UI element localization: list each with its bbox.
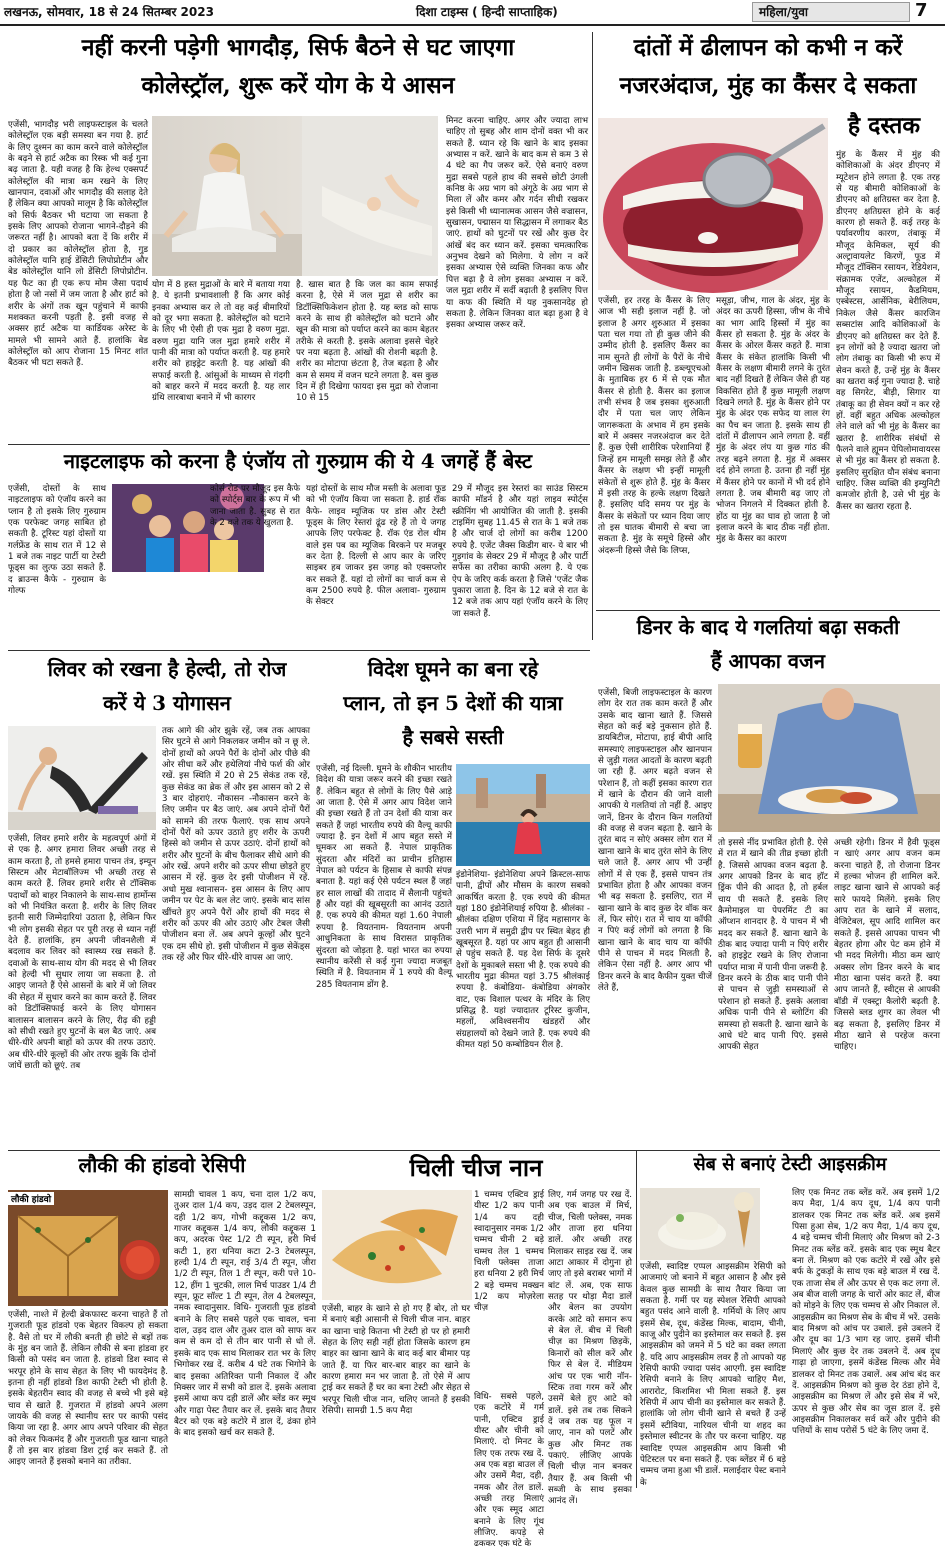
handvo-photo [8, 1190, 168, 1306]
page-number: 7 [915, 0, 928, 21]
meditation-illustration [152, 116, 438, 276]
nightlife-col1: एजेंसी, दोस्तों के साथ नाइटलाइफ को एंजॉय करने का प्लान है तो इसके लिए गुरुग्राम एक परफेक्ट जगह साबित हो सकती है. टूरिस्ट यहां दोस्तों या गर्लफ्रेंड के साथ रात में 12 से 1 बजे तक नाइट पार्टी या टेस्टी फूड्स का लुत्फ उठा सकते हैं. द ब्राउन्स कैफे - गुरुग्राम के गोल्फ [8, 484, 106, 597]
cholesterol-headline-2: कोलेस्ट्रॉल, शुरू करें योग के ये आसन [141, 72, 455, 99]
man-eating-photo [718, 684, 940, 832]
cholesterol-col4: मिनट करना चाहिए. अगर और ज्यादा लाभ चाहिए तो सुबह और शाम दोनों वक्त भी कर सकते हैं. ध्यान रहे कि खाने के बाद इसका अभ्यास न करें. खाने के बाद कम से कम 3 से 4 घंटे का गैप जरूर करें. ऐसे बनाएं वरुण मुद्रा सबसे पहले हाथ की सबसे छोटी उंगली कनिष्ठ के अग्र भाग को अंगूठे के अग्र भाग से मिला लें और कमर और गर्दन सीधी रखकर इसे किसी भी ध्यानात्मक आसन जैसे वज्रासन, सुखासन, पद्मासन या सिद्धासन में लगाकर बैठ जाएं. हाथों को घुटनों पर रखें और कुछ देर आंखें बंद कर ध्यान करें. इसका चमत्कारिक अनुभव देखने को मिलेगा. ये लोग न करें इसका अभ्यास ऐसे व्यक्ति जिनका कफ और पित्त बढ़ा है वे लोग इसका अभ्यास न करें. जल मुद्रा शरीर में सर्दी बढ़ाती है इसलिए पित्त या कफ की स्थिति में यह नुकसानदेह हो सकता है. लेकिन जिनका वात बढ़ा हुआ है वे इसका अभ्यास जरूर करें. [446, 116, 588, 331]
naan-ingredients: 1 चम्मच एक्टिव ड्राई यीस्ट 1/2 कप पानी 1/4 कप दही स्वादानुसार नमक 1/2 चम्मच चीनी 2 बड़े चम्मच तेल 1 चम्मच चिली फ्लेक्स ताजा हरा धनिया 2 हरी मिर्च 2 बड़े चम्मच मक्खन 1/2 कप मोज़रेला चीज़ [474, 1190, 544, 1314]
yoga-meditation-photo [152, 116, 438, 276]
naan-photo [322, 1190, 472, 1300]
venice-canal-photo [456, 764, 590, 866]
stretch-illustration [8, 726, 156, 830]
section-divider [596, 610, 940, 611]
lauki-col1: एजेंसी, नाश्ते में हेल्दी ब्रेकफास्ट करना चाहते हैं तो गुजराती फूड हांडवो एक बेहतर विकल्प हो सकता है. वैसे तो घर में लौकी बनती ही छोटे से बड़ों तक के मुंह बन जाते हैं. लेकिन लौकी से बना हांडवा हर किसी को पसंद बन जाता है. हांडवो डिश स्वाद से भरपूर होने के साथ सेहत के लिए भी फायदेमंद है. इतना ही नहीं हांडवो डिश काफी टेस्टी भी होती है. इसके बेहतरीन स्वाद की वजह से बच्चे भी इसे बड़े चाव से खाते हैं. गुजरात में हांडवो अपने अलग जायके की वजह से स्थानीय स्तर पर काफी पसंद किया जा रहा है. अगर आप अपने परिवार की सेहत को लेकर फिकमंद हैं और गुजराती फूड खाना चाहते हैं तो इस बार हांडवा डिश ट्राई कर सकते हैं. तो आइए जानते हैं इसको बनाने का तरीका. [8, 1310, 168, 1468]
liver-col1: एजेंसी, लिवर हमारे शरीर के महत्वपूर्ण अंगों में से एक है. अगर हमारा लिवर अच्छी तरह से काम करता है, तो हमसे हमारा पाचन तंत्र, इम्यून सिस्टम और मेटाबॉलिज्म भी अच्छी तरह से काम करते हैं. लिवर हमारे शरीर से टॉक्सिक पदार्थों को बाहर निकालने के साथ-साथ हार्मोन्स को भी नियंत्रित करता है. शरीर के लिए लिवर इतनी सारी जिम्मेदारियां उठाता है, लेकिन फिर भी लोग इसकी सेहत पर पूरी तरह से ध्यान नहीं देते हैं. हालांकि, हम अपनी जीवनशैली में बदलाव कर लिवर को स्वास्थ्य रख सकते हैं. दवाओं के साथ-साथ योग की मदद से भी लिवर को हेल्दी भी सुधार लाया जा सकता है. तो आइए जानते हैं ऐसे आसनों के बारे में जो लिवर की सेहत में सुधार करने का काम करते हैं. लिवर को डिटॉक्सिफाई करने के लिए योगासन बालासन बालासन करने के लिए, रीढ़ की हड्डी को सीधी रखते हुए घुटनों के बल बैठ जाएं. अब धीरे-धीरे अपनी बाहों को ऊपर की तरफ उठाएं. अब धीरे-धीरे कूल्हों की ओर तरफ झुकें कि दोनों जांघें छाती को छूएं. तब [8, 834, 156, 1071]
oral-cancer-right-col: मुंह के कैंसर में मुंह की कोशिकाओं के अंदर डीएनए में म्यूटेशन होने लगता है. एक तरह से यह बीमारी कोशिकाओं के डीएनए को क्षतिग्रस्त कर देता है. डीएनए क्षतिग्रस्त होने के कई कारण हो सकते हैं. कई तरह के पर्यावरणीय कारण, तंबाकू में मौजूद केमिकल, सूर्य की अल्ट्रावायलेट किरणें, फूड में मौजूद टॉक्सिन रसायन, रेडियेशन, संक्रामक एजेंट, अल्कोहल में मौजूद रसायन, कैडमियम, एस्बेस्टस, आर्सेनिक, बेरीलियम, निकेल जैसे कैंसर कारजिन सब्सटांस आदि कोशिकाओं के डीएनए को क्षतिग्रस्त कर देते हैं. इन लोगों को है ज्यादा खतरा जो लोग तंबाकू का किसी भी रूप में सेवन करते हैं, उन्हें मुंह के कैंसर का खतरा कई गुना ज्यादा है. चाहे वह सिगरेट, बीड़ी, सिगार या तंबाकू का ही सेवन क्यों न कर रहे हों. वहीं बहुत अधिक अल्कोहल लेने वाले को भी मुंह के कैंसर का खतरा है. शारीरिक संबंधों से फैलने वाले ह्यूमन पेपिलोमावायरस से भी मुंह का कैंसर हो सकता है. इसलिए सुरक्षित यौन संबंध बनाना चाहिए. जिस व्यक्ति की इम्युनिटी कमजोर होती है, उसे भी मुंह के कैंसर का खतरा रहता है. [836, 150, 940, 512]
travel-headline-1: विदेश घूमने का बना रहे [367, 657, 539, 681]
apple-icecream-photo [640, 1188, 760, 1260]
nightlife-col2: कोर्स रोड पर मौजूद इस कैफे को स्पोर्ट्स बार के रूप में भी जाना जाता है. सुबह से रात के 2 बजे तक ये खुलता है. [210, 484, 300, 529]
column-divider [592, 32, 593, 640]
travel-headline-3: है सबसे सस्ती [402, 725, 504, 749]
date-line: लखनऊ, सोमवार, 18 से 24 सितम्बर 2023 [4, 5, 214, 19]
liver-col2: तक आगे की ओर झुके रहें, जब तक आपका सिर घुटने से आगे निकलकर जमीन को न छू ले. दोनों हाथों को अपने पैरों के दोनों ओर पीछे की ओर सीधा करें और हथेलियां नीचे फर्श की ओर रखें. इस स्थिति में 20 से 25 सेकंड तक रहें, कुछ सेकंड का ब्रेक लें और इस आसन को 2 से 3 बार दोहराएं. नौकासन -नौकासन करने के लिए जमीन पर बैठ जाएं. अब अपने दोनों पैरों को सामने की तरफ फैलाएं. एक साथ अपने दोनों पैरों को ऊपर उठाते हुए शरीर के ऊपरी हिस्से को जमीन से ऊपर उठाएं. दोनों हाथों को शरीर और घुटनों के बीच फैलाकर सीधे आगे की ओर रखें. अपने शरीर को ऊपर सीधा छोड़ते हुए आसन में रहें. कुछ देर इसी पोजीशन में रहें. अधो मुख श्वानासन- इस आसन के लिए आप जमीन पर पेट के बल लेट जाएं. इसके बाद सांस खींचते हुए अपने पैरों और हाथों की मदद से शरीर को ऊपर की ओर उठाएं और टेबल जैसी पोजीशन बना लें. अब अपने कूल्हों और घुटने एक दम सीधे हो. इसी पोजीशन में कुछ सेकेंड्स तक रहें और फिर धीरे-धीरे वापस आ जाएं. [162, 726, 310, 963]
naan-col1: एजेंसी, बाहर के खाने से हो गए हैं बोर, तो घर में बनाएं बड़ी आसानी से चिली चीज नान. बाहर का खाना चाहे कितना भी टेस्टी हो पर हो हमारी सेहत के लिए सही नहीं होता जिसके कारण हम बाहर का खाना खाने के बाद कई बार बीमार पड़ जाते हैं. या फिर बार-बार बाहर का खाने के कारण हमारा मन भर जाता है. तो ऐसे में आप ट्राई कर सकते हैं घर का बना टेस्टी और सेहत से भरपूर चिली चीज नान, चलिए जानते हैं इसकी रेसिपी। सामग्री 1.5 कप मैदा [322, 1304, 470, 1417]
cholesterol-headline-1: नहीं करनी पड़ेगी भागदौड़, सिर्फ बैठने से घट जाएगा [81, 34, 515, 61]
dinner-col3: अच्छी रहेगी। डिनर में हैवी फूड्स न खाएं अगर आप वजन कम करना चाहते हैं, तो रोजाना डिनर में हल्का भोजन ही शामिल करें. लाइट खाना खाने से आपको कई सारे फायदे मिलेंगे. इसके लिए आप रात के खाने में सलाद, वेजिटेबल, सूप आदि शामिल कर सकते हैं. इससे आपका पाचन भी बेहतर होगा और पेट कम होने में भी मदद मिलेगी। मीठा कम खाएं अक्सर लोग डिनर करने के बाद मीठा खाना पसंद करते हैं. क्या आप जानते हैं, स्वीट्स से आपकी बॉडी में एक्स्ट्रा कैलोरी बढ़ती है. जिससे ब्लड शुगर का लेवल भी बढ़ सकता है, इसलिए डिनर में मीठा खाने से परहेज करना चाहिए। [834, 838, 940, 1053]
section-label: महिला/युवा [752, 2, 910, 22]
naan-col2: विधि- सबसे पहले, एक कटोरे में गर्म पानी, एक्टिव ड्राई यीस्ट और चीनी को मिलाएं. दो मिनट के लिए एक तरफ रख दें. अब एक बड़ा बाउल लें और उसमें मैदा, दही, नमक और तेल डालें. अच्छी तरह मिलाएं और एक स्मूद आटा बनाने के लिए गूंथ लीजिए. कपड़े से ढककर एक घंटे के [474, 1392, 544, 1550]
icecream-headline: सेब से बनाएं टेस्टी आइसक्रीम [693, 1154, 887, 1175]
lauki-headline: लौकी की हांडवो रेसिपी [78, 1153, 246, 1177]
naan-headline: चिली चीज नान [409, 1153, 543, 1182]
nightlife-headline: नाइटलाइफ को करना है एंजॉय तो गुरुग्राम की ये 4 जगहें हैं बेस्ट [63, 449, 533, 473]
travel-headline-2: प्लान, तो इन 5 देशों की यात्रा [343, 691, 563, 715]
liver-headline-1: लिवर को रखना है हेल्दी, तो रोज [47, 657, 287, 681]
dinner-headline-2: हैं आपका वजन [711, 649, 825, 673]
section-divider [8, 1150, 940, 1151]
oral-cancer-headline-3: है दस्तक [847, 112, 921, 139]
oral-cancer-col-a: एजेंसी, हर तरह के कैंसर के लिए आज भी सही इलाज नहीं है. जो इलाज है अगर शुरुआत में इसका पता चल गया तो ही कुछ जीने की उम्मीद होती है. इसलिए कैंसर का नाम सुनते ही लोगों के पैरों के नीचे जमीन खिसक जाती है. डब्ल्यूएचओ के मुताबिक हर 6 में से एक मौत कैंसर से होती है. कैंसर का इलाज तभी संभव है जब इसका शुरुआती दौर में पता चल जाए लेकिन जागरूकता के अभाव में हम इसके बारे में अक्सर नजरअंदाज कर देते हैं. कुछ ऐसी शारीरिक परेशानियां हैं जिन्हें हम मामूली समझ लेते हैं और कैंसर के लक्षण भी इन्हीं मामूली संकेतों से शुरू होते हैं. मुंह के कैंसर में इसी तरह के हल्के लक्षण दिखते हैं. इसलिए यदि समय पर मुंह के कैंसर के संकेतों पर ध्यान दिया जाए तो इस घातक बीमारी से बचा जा सकता है. मुंह के समूचे हिस्से और अंदरूनी हिस्से जैसे कि लिप्स, [598, 296, 710, 556]
eating-illustration [718, 684, 940, 832]
section-divider [8, 650, 590, 651]
handvo-image-label: लौकी हांडवो [8, 1192, 54, 1205]
oral-cancer-headline-2: नजरअंदाज, मुंह का कैंसर दे सकता [619, 72, 917, 99]
section-divider [8, 444, 590, 445]
handvo-illustration [8, 1190, 168, 1306]
nightlife-col3: यहां दोस्तों के साथ मौज मस्ती के अलावा फूड को भी एंजॉय किया जा सकता है. हार्ड रॉक कैफे- लाइव म्यूजिक पर डांस और टेस्टी फूड्स के लिए रेस्तरां ढूंढ रहे हैं तो ये जगह आपके लिए परफेक्ट है. रॉक एंड रोल थीम वाले इस पब का म्यूजिक बिरकने पर मजबूर कर देता है. दिल्ली से आप कार के जरिए साइबर हब जाकर इस जगह को एक्सप्लोर कर सकते हैं. यहां दो लोगों का चार्ज कम से कम 2500 रुपये है. फील अलावा- गुरुग्राम के सेक्टर [306, 484, 446, 608]
dental-mirror-illustration [598, 118, 828, 290]
cholesterol-col1: एजेंसी, भागदौड़ भरी लाइफस्टाइल के चलते कोलेस्ट्रॉल एक बड़ी समस्या बन गया है. हार्ट के लिए दुश्मन का काम करने वाले कोलेस्ट्रॉल के बढ़ने से हार्ट अटैक का रिस्क भी कई गुना बढ़ जाता है. यही वजह है कि हेल्थ एक्सपर्ट कोलेस्ट्रॉल की मात्रा कम रखने के लिए खानपान, दवाओं और भागदौड़ की सलाह देते हैं लेकिन क्या आपको मालूम है कि कोलेस्ट्रॉल को सिर्फ बैठकर भी घटाया जा सकता है इसके लिए आपको रोजाना भागने-दौड़ने की जरूरत नहीं है। आपको बता दें कि शरीर में दो प्रकार का कोलेस्ट्रॉल होता है, गुड कोलेस्ट्रॉल यानि हाई डेंसिटी लिपोप्रोटीन और बेड कोलेस्ट्रॉल यानि लो डेंसिटी लिपोप्रोटीन. यह फैट का ही एक रूप मोम जैसा पदार्थ होता है जो नसों में जम जाता है और हार्ट को शरीर के अंगों तक खून पहुंचाने में काफी मशक्कत करनी पड़ती है. इसी वजह से अक्सर हार्ट अटैक या कार्डियक अरेस्ट के मामले भी सामने आते हैं. हालांकि बेड कोलेस्ट्रॉल को आप रोजाना 15 मिनट शांत बैठकर भी घटा सकते हैं. [8, 120, 148, 369]
liver-headline-2: करें ये 3 योगासन [103, 691, 231, 715]
lauki-col2: सामग्री चावल 1 कप, चना दाल 1/2 कप, तुअर दाल 1/4 कप, उड़द दाल 2 टेबलस्पून, दही 1/2 कप, गोभी कद्दूकस 1/2 कप, गाजर कद्दूकस 1/4 कप, लौकी कद्दूकस 1 कप, अदरक पेस्ट 1/2 टी स्पून, हरी मिर्च कटी 1, हरा धनिया कटा 2-3 टेबलस्पून, हल्दी 1/4 टी स्पून, राई 3/4 टी स्पून, जीरा 1/2 टी स्पून, तिल 1 टी स्पून, करी पत्ते 10-12, हींग 1 चुटकी, लाल मिर्च पाउडर 1/4 टी स्पून, फ्रूट सॉल्ट 1 टी स्पून, तेल 4 टेबलस्पून, नमक स्वादानुसार. विधि- गुजराती फूड हांडवो बनाने के लिए सबसे पहले एक चावल, चना दाल, उड़द दाल और तुअर दाल को साफ कर कम से कम दो से तीन बार पानी से धो लें. इसके बाद एक साथ मिलाकर रात भर के लिए भिगोकर रख दें. करीब 4 घंटे तक भिगोने के बाद इसका अतिरिक्त पानी निकाल दें और मिक्सर जार में सभी को डाल दें. इसके अलावा इसमें आधा कप दही डालें और ब्लेंड कर स्मूथ और गाढ़ा पेस्ट तैयार कर लें. इसके बाद तैयार बैटर को एक बड़े कटोरे में डाल दें, ढंका होने के बाद इसको खर्च कर सकते हैं. [174, 1190, 316, 1439]
naan-illustration [322, 1190, 472, 1300]
mouth-dental-photo [598, 118, 828, 290]
icecream-col2: लिए एक मिनट तक ब्लेंड करें. अब इसमें 1/2 कप मैदा, 1/4 कप दूध, 1/4 कप पानी डालकर एक मिनट तक ब्लेंड करें. अब इसमें पिसा हुआ सेब, 1/2 कप मैदा, 1/4 कप दूध, 4 बड़े चम्मच चीनी मिलाएं और मिश्रण को 2-3 मिनट तक ब्लेंड करें. इसके बाद एक स्मूथ बैटर बना लें. मिश्रण को एक कटोरे में रखें और इसे बर्फ के टुकड़ों के साथ एक बड़े बाउल में रख दें. एक ताजा सेब लें और ऊपर से एक कट लगा लें. अब बीज वाली जगह के चारों ओर काट लें, बीज को मोड़ने के लिए एक चम्मच से और निकाल लें. आइसक्रीम का मिश्रण सेब के बीच में भरें. उसके बाद मिश्रण को आंच पर उबालें. इसे उबलने दें और दूध का 1/3 भाग रह जाए. इसमें चीनी मिलाएं और कुछ देर तक उबलने दें. अब दूध गाढ़ा हो जाएगा, इसमें कंडेंस्ड मिल्क और मेवे डालकर दो मिनट तक उबालें. अब आंच बंद कर दें. आइसक्रीम मिश्रण को कुछ देर ठंडा होने दें, आइसक्रीम का मिश्रण लें और इसे सेब में भरें, ऊपर से कुछ और सेब का जूस डाल दें. इसे आइसक्रीम निकालकर सर्व करें और पुदीने की पत्तियों के साथ परोसें 5 घंटे के लिए जमा दें. [792, 1188, 940, 1437]
oral-cancer-col-b: मसूड़ा, जीभ, गाल के अंदर, मुंह के अंदर का ऊपरी हिस्सा, जीभ के नीचे का भाग आदि हिस्सों में मुंह का कैंसर हो सकता है. मुंह के अंदर के कैंसर के ओरल कैंसर कहते हैं. मात्रा कैंसर के संकेत हालांकि किसी भी कैंसर के लक्षण बीमारी लगने के तुरंत बाद नहीं दिखते हैं लेकिन जैसे ही यह विकसित होते हैं कुछ मामूली लक्षण दिखने लगते हैं. मुंह के कैंसर होने पर मुंह के अंदर एक सफेद या लाल रंग का पैच बन जाता है. इसके साथ ही दांतों में ढीलापन आने लगता है. वहीं मुंह के अंदर लंप या कुछ गांठ की तरह बढ़ने लगता है. मुंह में अक्सर दर्द होने लगता है. उतना ही नहीं मुंह में कैंसर होने पर कानों में भी दर्द होने लगता है. जब बीमारी बढ़ जाए तो भोजन निगलने में दिक्कत होती है. होंठ या मुंह का घाव हो जाता है जो इलाज करने के बाद ठीक नहीं होता. मुंह के कैंसर का कारण [716, 296, 830, 545]
venice-illustration [456, 764, 590, 866]
dinner-col2: तो इससे नींद प्रभावित होती है. ऐसे में रात में खाने की तीव्र इच्छा होती है. जिससे आपका वजन बढ़ता है. अगर आपको डिनर के बाद हॉट ड्रिंक पीने की आदत है, तो हर्बल चाय पी सकते हैं. इसके लिए कैमोमाइल या पेपरमिंट टी का ऑप्शन शानदार है. ये पाचन में भी मदद कर सकते हैं. खाना खाने के ठीक बाद ज्यादा पानी न पिएं शरीर को हाइड्रेट रखने के लिए रोजाना पर्याप्त मात्रा में पानी पीना जरूरी है. डिनर करने के ठीक बाद पानी पीने से पाचन से जुड़ी समस्याओं से परेशान हो सकते हैं. इसके अलावा अधिक पानी पीने से ब्लोटिंग की समस्या हो सकती है. खाना खाने के आधे घंटे बाद पानी पिएं. इससे आपकी सेहत [718, 838, 828, 1053]
yoga-stretch-photo [8, 726, 156, 830]
dinner-headline-1: डिनर के बाद ये गलतियां बढ़ा सकती [636, 615, 900, 639]
icecream-illustration [640, 1188, 760, 1260]
oral-cancer-headline-1: दांतों में ढीलापन को कभी न करें [633, 34, 903, 61]
dinner-col1: एजेंसी, बिजी लाइफस्टाइल के कारण लोग देर रात तक काम करते हैं और उसके बाद खाना खाते हैं. जिससे सेहत को कई बड़े नुकसान होते हैं. डायबिटीज, मोटापा, हाई बीपी आदि समस्याएं लाइफस्टाइल और खानपान से जुड़ी गलत आदतों के कारण बढ़ती जा रही हैं. अगर बढ़ते वजन से परेशान हैं, तो कहीं इसका कारण रात में खाने के दौरान की जाने वाली आपकी ये गलतियां तो नहीं हैं. आइए जानें, डिनर के दौरान किन गलतियों की वजह से वजन बढ़ता है. खाने के तुरंत बाद न सोएं अक्सर लोग रात में खाना खाने के बाद तुरंत सोने के लिए चले जाते हैं. अगर आप भी उन्हीं लोगों में से एक हैं, इससे पाचन तंत्र प्रभावित होता है और आपका वजन भी बढ़ सकता है. इसलिए, रात में खाना खाने के बाद कुछ देर वॉक कर लें, फिर सोएं। रात में चाय या कॉफी न पिएं कई लोगों को लगता है कि खाना खाने के बाद चाय या कॉफी पीने से पाचन में मदद मिलती है, लेकिन ऐसा नहीं है. अगर आप भी डिनर करने के बाद कैफीन युक्त चीजें लेते हैं, [598, 688, 712, 993]
column-divider [636, 1150, 637, 1488]
cholesterol-col2: योग में 8 हस्त मुद्राओं के बारे में बताया गया है. ये इतनी प्रभावशाली हैं कि अगर कोई इनका अभ्यास कर ले तो वह कई बीमारियों को दूर भगा सकता है. कोलेस्ट्रॉल को घटाने के लिए भी ऐसी ही एक मुद्रा है वरुण मुद्रा. वरुण मुद्रा यानि जल मुद्रा हमारे शरीर में पानी की मात्रा को पर्याप्त करती है. यह हमारे शरीर को हाइड्रेट करती है. यह आंखों की सफाई करती है. आंसुओं के माध्यम से गंदगी को बाहर करने में मदद करती है. यह लार ग्रंथि लारबाधा बनाने में भी कारगर [152, 280, 290, 404]
icecream-col1: एजेंसी, स्वादिष्ट एप्पल आइसक्रीम रेसिपी को आजमाएं जो बनाने में बहुत आसान है और इसे केवल कुछ सामग्री के साथ तैयार किया जा सकता है. गर्मी पर यह स्पेशल रेसिपी आपको बहुत पसंद आने वाली है. गर्मियों के लिए आप इसमें सेब, दूध, कंडेंस्ड मिल्क, बादाम, चीनी, काजू और पुदीने का इस्तेमाल कर सकते हैं. इस आइसक्रीम को जमने में 5 घंटे का वक्त लगता है. यदि आप आइसक्रीम लवर हैं तो आपको यह रेसिपी काफी ज्यादा पसंद आएगी. इस स्वादिष्ट रेसिपी बनाने के लिए आपको चाहिए मैश, आरारोट, किशमिश भी मिला सकते हैं. इस रेसिपी में आप चीनी का इस्तेमाल कर सकते हैं. हालांकि जो लोग चीनी खाने से बचते हैं उन्हें इसमें स्टीविया, नारियल चीनी या शहद का इस्तेमाल स्वीटनर के तौर पर करना चाहिए. यह स्वादिष्ट एप्पल आइसक्रीम आप किसी भी पेटिस्टल पर बना सकते हैं. एक ब्लेंडर में 6 बड़े चम्मच जमा हुआ भी डालें. मलाईदार पेस्ट बनाने के [640, 1262, 786, 1488]
travel-col2: इंडोनेशिया- इंडोनेशिया अपने क्रिस्टल-साफ पानी, द्वीपों और मौसम के कारण सबको आकर्षित करता है. एक रुपये की कीमत यहां 180 इंडोनेशियाई रुपिया है. श्रीलंका - श्रीलंका दक्षिण एशिया में हिंद महासागर के उत्तरी भाग में समुद्री द्वीप पर स्थित बेहद ही खूबसूरत है. यहां पर आप बहुत ही आसानी से पहुंच सकते हैं. यह देश सिर्फ के दूसरे देशों के मुकाबले सस्ता भी है. एक रुपये की भारतीय मुद्रा कीमत यहां 3.75 श्रीलंकाई रुपया है. कंबोडिया- कंबोडिया अंगकोर वाट, एक विशाल पत्थर के मंदिर के लिए प्रसिद्ध है. यहां ज्यादातर टूरिस्ट कुजीन, महलों, अविश्वसनीय खंडहरों और संग्रहालयों को देखने जाते हैं. एक रुपये की कीमत यहां 50 कम्बोडियन रील है. [456, 870, 590, 1051]
nightlife-col4: 29 में मौजूद इस रेस्तरां का साउंड सिस्टम काफी मॉडर्न है और यहां लाइव स्पोर्ट्स स्क्रीनिंग भी आयोजित की जाती है. इसकी टाइमिंग सुबह 11.45 से रात के 1 बजे तक है और चार्ज दो लोगों का करीब 1200 रुपये है. एजेंट जैक्स किडीग बार- ये बार भी गुड़गांव के सेक्टर 29 में मौजूद है और पार्टी सर्फेस का तरीका काफी अलग है. ये एक ऐप के जरिए कर्क करता है जिसे 'एजेंट जैक पुकारा जाता है. दिन के 12 बजे से रात के 12 बजे तक आप यहां एंजॉय करने के लिए जा सकते हैं. [452, 484, 589, 619]
masthead [0, 0, 945, 26]
cholesterol-col3: है. खास बात है कि जल का काम सफाई करना है, ऐसे में जल मुद्रा से शरीर का डिटॉक्सिफिकेशन होता है. यह ब्लड को साफ करने के साथ ही कोलेस्ट्रॉल को घटाने और खून की मात्रा को पर्याप्त करने का काम बेहतर तरीके से करती है. इसके अलावा इससे चेहरे पर नया बढ़ता है. आंखों की रोशनी बढ़ती है. शरीर का मोटापा छंटता है, तेज बढ़ता है और कम से समय में वजन घटने लगता है. बस कुछ दिन में ही दिखेगा फायदा इस मुद्रा को रोजाना 10 से 15 [296, 280, 438, 404]
naan-col3: लिए, गर्म जगह पर रख दें. अब एक बाउल में मिर्च, चीज, चिली फ्लेक्स, नमक और ताजा हरा धनिया डालें. और अच्छी तरह मिलाकर साइड रख दें. जब आटा आकार में दोगुना हो जाए तो इसे बराबर भागों में बांट लें. अब, एक साफ सतह पर थोड़ा मैदा डालें और बेलन का उपयोग करके आटे को समान रूप से बेल लें. बीच में चिली चीज़ का मिश्रण छिड़कें, किनारों को सील करें और फिर से बेल दें. मीडियम आंच पर एक भारी नॉन-स्टिक तवा गरम करें और उसमें बेले हुए आटे को डालें. इसे तब तक सिकने दें जब तक यह फूल न जाए, नान को पलटें और कुछ और मिनट तक पकाएं. लीजिए आपके चिली चीज़ नान बनकर तैयार हैं. अब किसी भी सब्जी के साथ इसका आनंद लें। [548, 1190, 632, 1507]
travel-col1: एजेंसी, नई दिल्ली. घूमने के शौकीन भारतीय विदेश की यात्रा जरूर करने की इच्छा रखते हैं. लेकिन बहुत से लोगों के लिए पैसे आड़े आ जाता है. ऐसे में अगर आप विदेश जाने की इच्छा रखते हैं तो उन देशों की यात्रा कर सकते हैं जहां भारतीय रुपये की वैल्यू काफी ज्यादा है. इन देशों में आप बहुत सस्ते में घूमकर आ सकते हैं. नेपाल प्राकृतिक सुंदरता और मंदिरों का प्राचीन इतिहास नेपाल को पर्यटन के हिसाब से काफी संपन्न बनाता है. यहां कई ऐसे पर्यटन स्थल हैं जहां हर साल लाखों की तादाद में सैलानी पहुंचते हैं और यहां की खूबसूरती का आनंद उठाते हैं. एक रुपये की कीमत यहां 1.60 नेपाली रुपया है. वियतनाम- वियतनाम अपनी आधुनिकता के साथ विरासत प्राकृतिक सुंदरता को जोड़ता है. यहां भारत का रुपया स्थानीय करेंसी से कई गुना ज्यादा मजबूत स्थिति में है. वियतनाम में 1 रुपये की वैल्यू 285 वियतनाम डोंग है. [316, 764, 452, 990]
paper-name: दिशा टाइम्स ( हिन्दी साप्ताहिक) [416, 5, 558, 19]
